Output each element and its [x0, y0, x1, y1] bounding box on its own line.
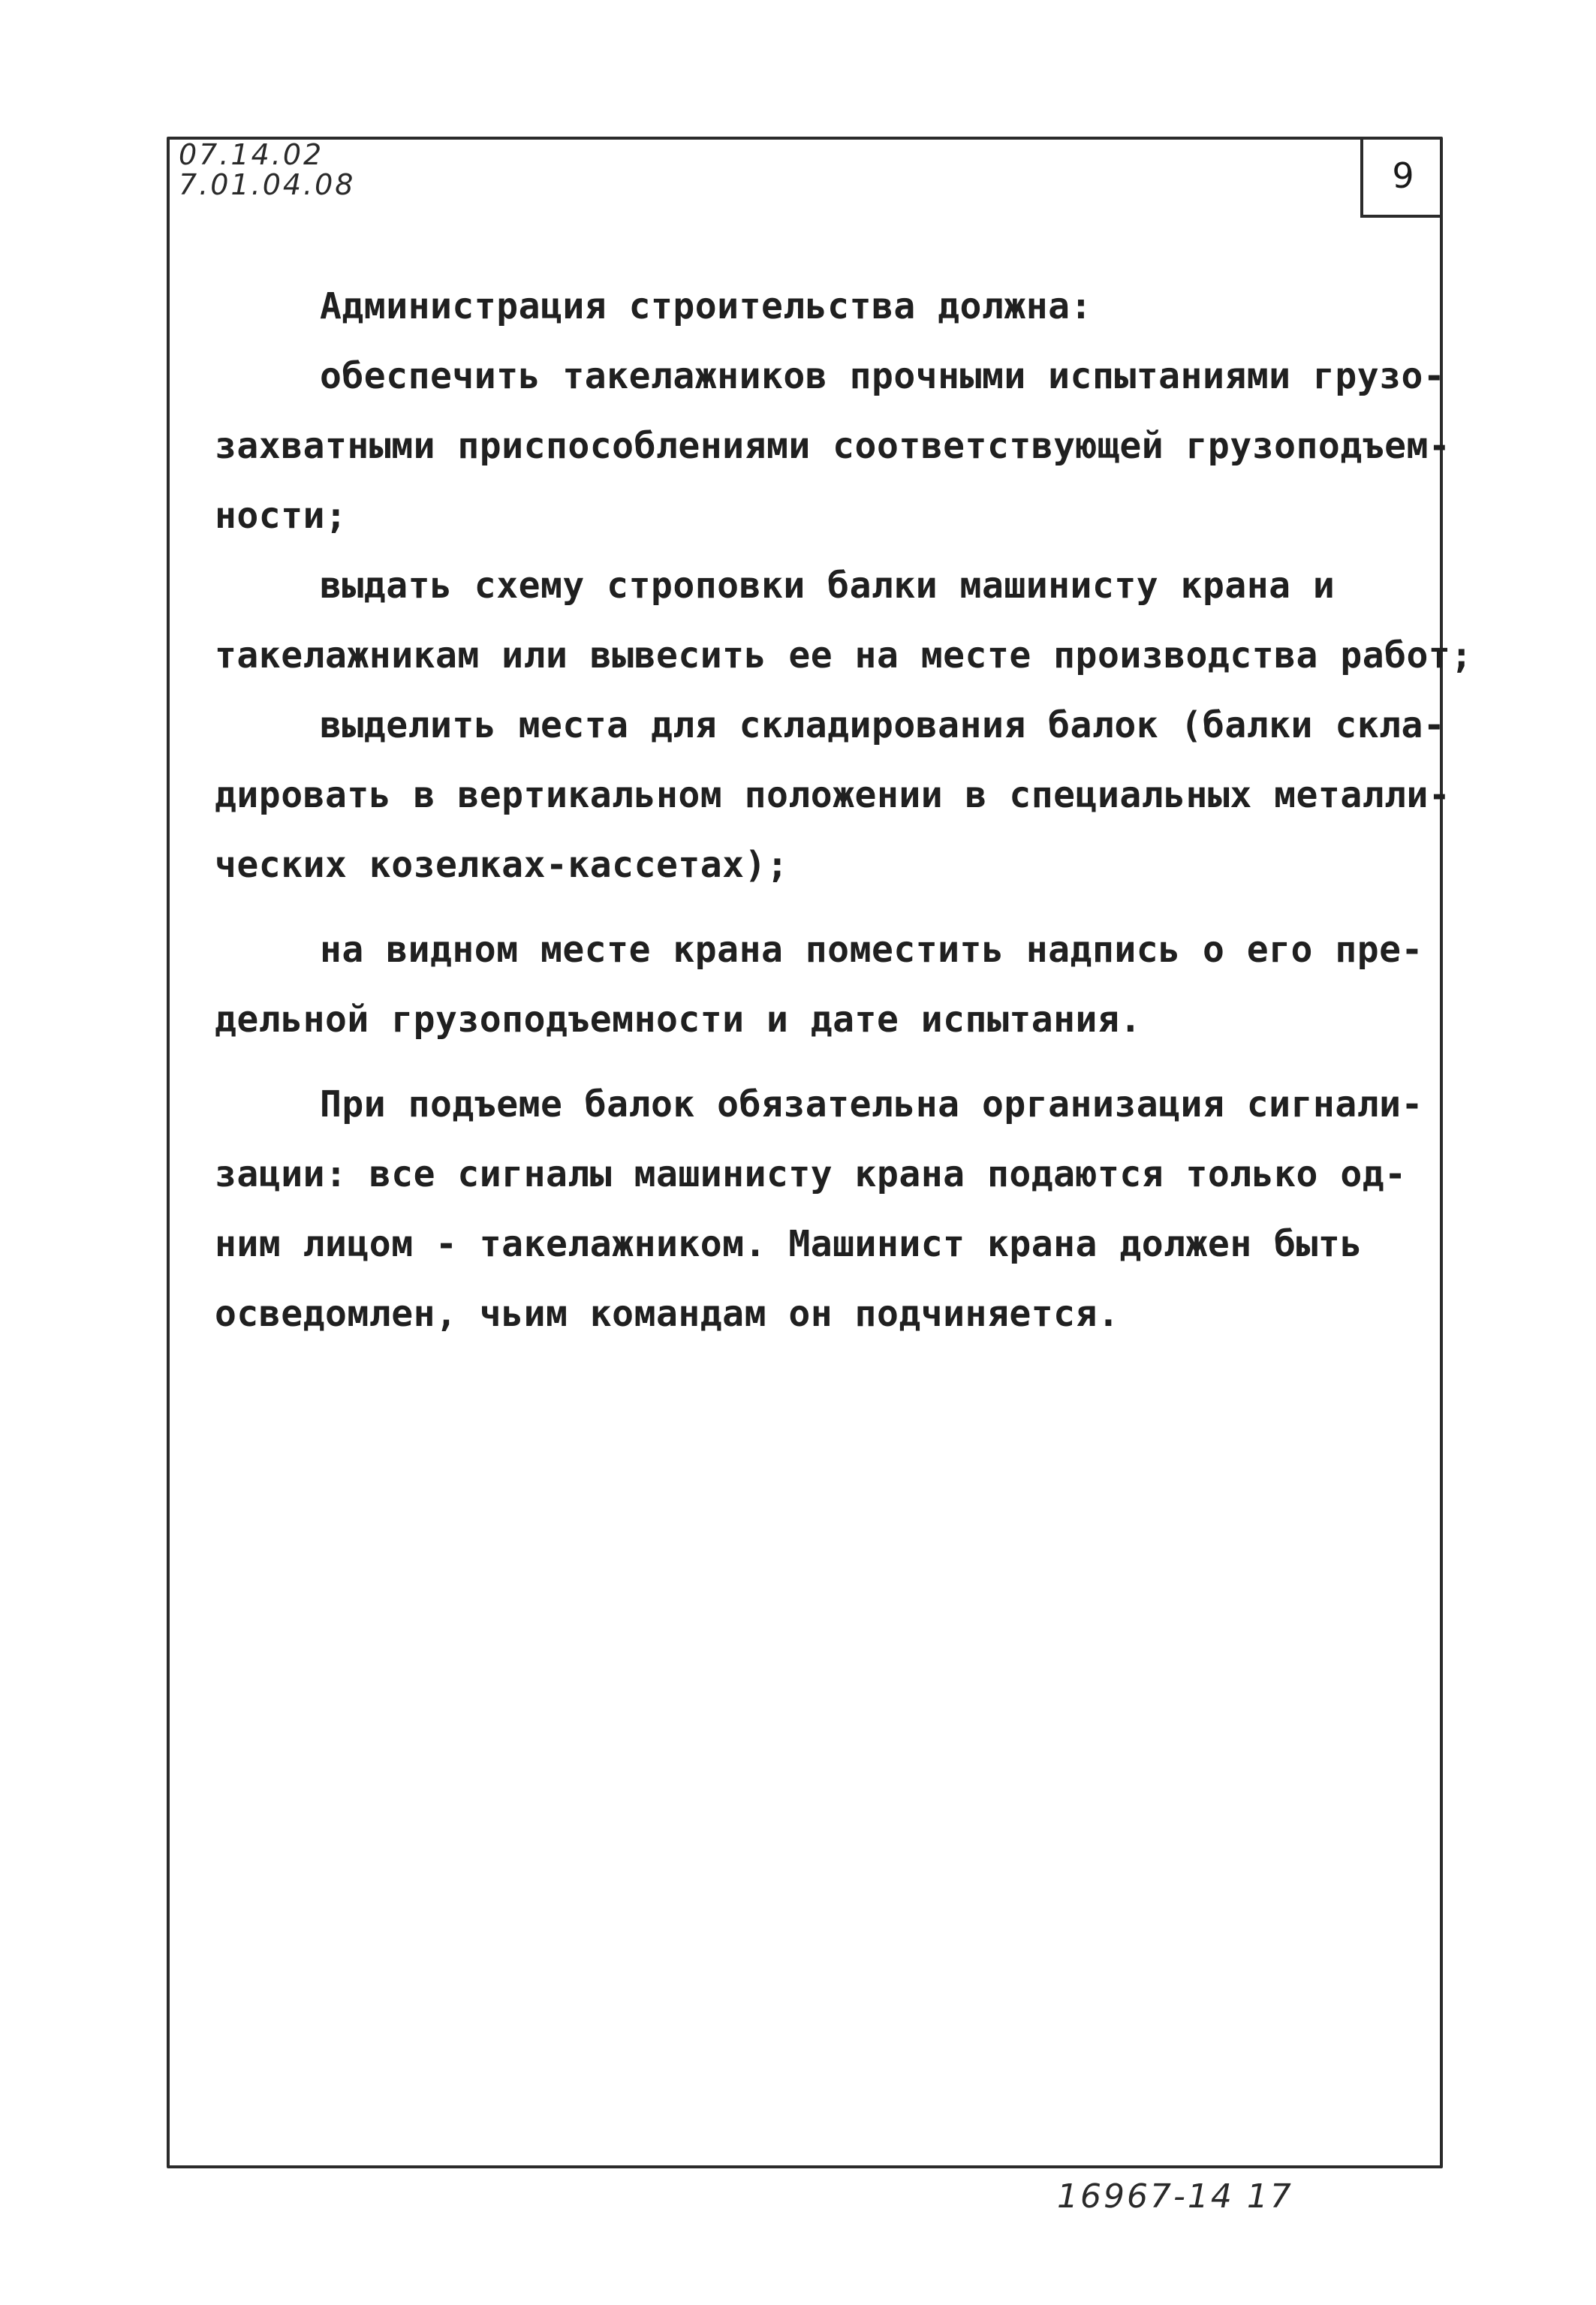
body-line: Администрация строительства должна:	[320, 285, 1092, 327]
body-line: ности;	[215, 495, 348, 537]
body-line: на видном месте крана поместить надпись о его пре-	[320, 929, 1423, 971]
body-line: зации: все сигналы машинисту крана подаются только од-	[215, 1153, 1407, 1195]
body-line: выделить места для складирования балок (балки скла-	[320, 704, 1446, 746]
archive-code: 16967-14 17	[1057, 2177, 1293, 2216]
body-line: такелажникам или вывесить ее на месте производства работ;	[215, 634, 1473, 676]
page-number-box	[1360, 137, 1443, 218]
body-line: обеспечить такелажников прочными испытаниями грузо-	[320, 355, 1446, 397]
body-line: осведомлен, чьим командам он подчиняется.	[215, 1293, 1120, 1335]
body-line: ческих козелках-кассетах);	[215, 844, 789, 886]
doc-code-2: 7.01.04.08	[179, 168, 356, 201]
body-line: выдать схему строповки балки машинисту крана и	[320, 565, 1336, 607]
body-line: При подъеме балок обязательна организация сигнали-	[320, 1083, 1423, 1125]
body-line: захватными приспособлениями соответствующей грузоподъем-	[215, 425, 1451, 467]
body-line: дельной грузоподъемности и дате испытания.	[215, 999, 1142, 1041]
body-line: дировать в вертикальном положении в специальных металли-	[215, 774, 1451, 816]
document-codes	[179, 140, 355, 200]
doc-code-1: 07.14.02	[179, 138, 324, 171]
body-line: ним лицом - такелажником. Машинист крана должен быть	[215, 1223, 1363, 1265]
document-body	[215, 272, 1473, 1349]
page-number: 9	[1392, 155, 1414, 196]
